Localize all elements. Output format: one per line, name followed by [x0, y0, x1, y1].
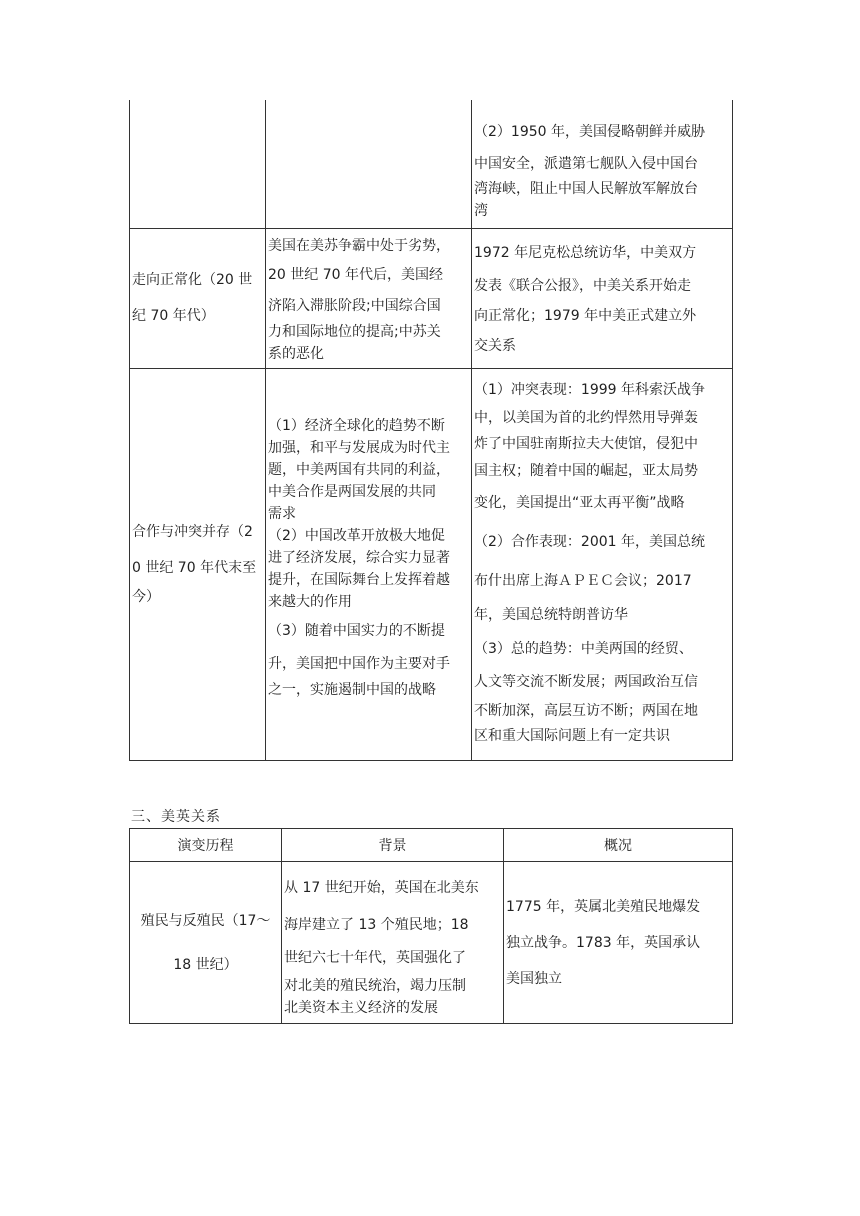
background-line: 世纪六七十年代，英国强化了: [284, 949, 466, 966]
overview-line: 变化，美国提出“亚太再平衡”战略: [474, 494, 685, 511]
background-line: 海岸建立了 13 个殖民地；18: [284, 916, 469, 933]
stage-line: 0 世纪 70 年代末至: [132, 559, 257, 576]
background-cell: [266, 228, 472, 368]
overview-cell: [472, 228, 733, 368]
background-line: 需求: [268, 505, 296, 522]
overview-line: （1）冲突表现：1999 年科索沃战争: [474, 381, 705, 398]
overview-cell: [472, 368, 733, 760]
background-cell: [266, 100, 472, 228]
stage-line: 纪 70 年代）: [132, 308, 215, 324]
table-row: [130, 368, 733, 760]
section-heading: 三、美英关系: [131, 809, 221, 825]
overview-line: （2）1950 年，美国侵略朝鲜并威胁: [474, 123, 705, 140]
stage-line: 殖民与反殖民（17～: [140, 912, 271, 929]
overview-line: 布什出席上海ＡＰＥＣ会议；2017: [474, 572, 692, 589]
column-header: 演变历程: [130, 829, 282, 862]
background-line: 北美资本主义经济的发展: [284, 999, 438, 1016]
background-line: 中美合作是两国发展的共同: [268, 483, 436, 500]
column-header: 背景: [282, 829, 504, 862]
overview-line: 炸了中国驻南斯拉夫大使馆，侵犯中: [474, 435, 698, 452]
background-line: 提升，在国际舞台上发挥着越: [268, 571, 450, 588]
overview-line: 湾海峡，阻止中国人民解放军解放台: [474, 180, 698, 197]
background-line: 加强，和平与发展成为时代主: [268, 439, 450, 456]
background-line: 20 世纪 70 年代后，美国经: [268, 266, 443, 283]
background-line: 对北美的殖民统治，竭力压制: [284, 977, 466, 994]
overview-line: 国主权；随着中国的崛起，亚太局势: [474, 462, 698, 479]
table-row: [130, 100, 733, 228]
table-row: [130, 228, 733, 368]
stage-line: 合作与冲突并存（2: [132, 523, 253, 540]
overview-line: （3）总的趋势：中美两国的经贸、: [474, 640, 693, 657]
overview-line: 区和重大国际问题上有一定共识: [474, 727, 670, 744]
background-line: 升，美国把中国作为主要对手: [268, 655, 450, 672]
overview-line: 美国独立: [506, 970, 562, 987]
background-line: 系的恶化: [268, 345, 324, 362]
overview-line: 不断加深，高层互访不断；两国在地: [474, 702, 698, 719]
overview-line: 中，以美国为首的北约悍然用导弹轰: [474, 409, 698, 426]
overview-line: 1775 年，英属北美殖民地爆发: [506, 898, 701, 915]
stage-line: 走向正常化（20 世: [132, 272, 253, 288]
stage-cell: [130, 100, 266, 228]
background-line: 题，中美两国有共同的利益，: [268, 461, 450, 478]
background-cell: [282, 862, 504, 1024]
background-line: 从 17 世纪开始，英国在北美东: [284, 879, 479, 896]
stage-cell: [130, 368, 266, 760]
overview-line: （2）合作表现：2001 年，美国总统: [474, 533, 705, 550]
background-line: （1）经济全球化的趋势不断: [268, 417, 445, 434]
overview-line: 湾: [474, 202, 488, 219]
overview-line: 独立战争。1783 年，英国承认: [506, 934, 701, 951]
background-cell: [266, 368, 472, 760]
overview-line: 人文等交流不断发展；两国政治互信: [474, 673, 698, 690]
background-line: 美国在美苏争霸中处于劣势，: [268, 237, 450, 254]
background-line: 之一，实施遏制中国的战略: [268, 681, 436, 698]
column-header: 概况: [504, 829, 733, 862]
background-line: 力和国际地位的提高;中苏关: [268, 323, 441, 340]
stage-cell: [130, 228, 266, 368]
stage-line: 18 世纪）: [173, 956, 238, 973]
background-line: （3）随着中国实力的不断提: [268, 622, 445, 639]
overview-line: 中国安全，派遣第七舰队入侵中国台: [474, 155, 698, 172]
stage-cell: [130, 862, 282, 1024]
overview-line: 向正常化；1979 年中美正式建立外: [474, 308, 697, 324]
overview-line: 发表《联合公报》，中美关系开始走: [474, 278, 691, 294]
stage-line: 今）: [132, 588, 160, 605]
table-header-row: [130, 829, 733, 862]
us-uk-relations-table: [129, 828, 733, 1024]
background-line: 进了经济发展，综合实力显著: [268, 549, 450, 566]
background-line: 济陷入滞胀阶段;中国综合国: [268, 297, 441, 314]
overview-cell: [472, 100, 733, 228]
us-china-relations-table: [129, 100, 733, 761]
background-line: （2）中国改革开放极大地促: [268, 527, 445, 544]
overview-line: 年，美国总统特朗普访华: [474, 606, 628, 623]
overview-line: 1972 年尼克松总统访华，中美双方: [474, 245, 697, 261]
background-line: 来越大的作用: [268, 593, 352, 610]
overview-line: 交关系: [474, 338, 516, 354]
overview-cell: [504, 862, 733, 1024]
table-row: [130, 862, 733, 1024]
